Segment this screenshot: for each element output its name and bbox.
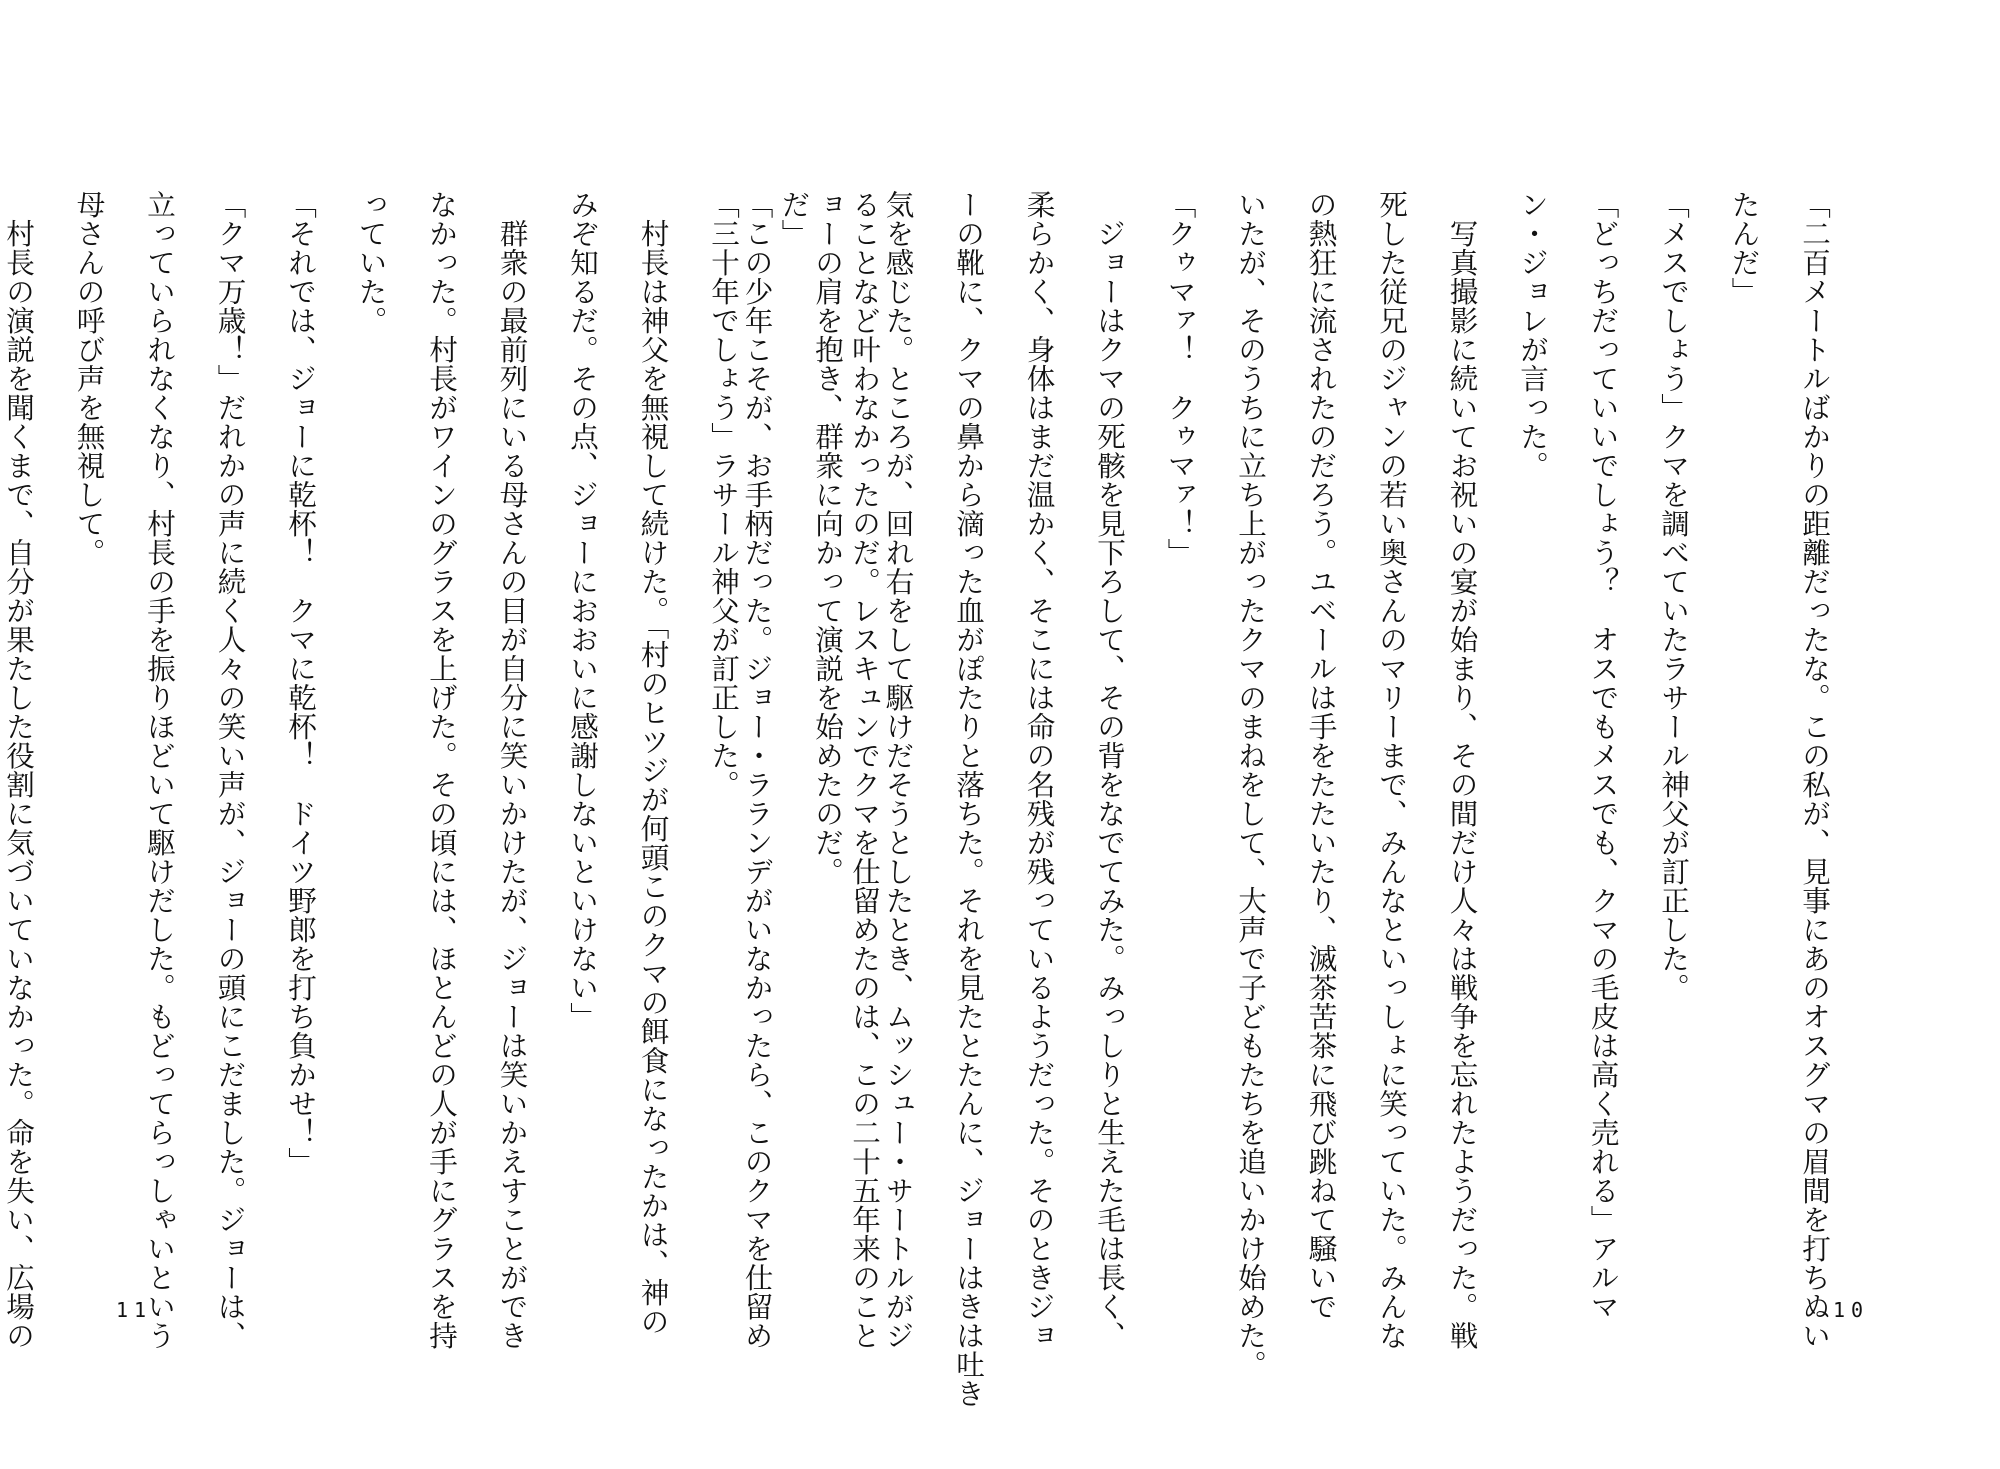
text-column: 「クゥマァ！ クゥマァ！」 <box>1163 190 1198 567</box>
text-column: 群衆の最前列にいる母さんの目が自分に笑いかけたが、ジョーは笑いかえすことができ <box>495 190 530 1350</box>
text-column: だ」 <box>777 190 812 248</box>
text-column: 「それでは、ジョーに乾杯！ クマに乾杯！ ドイツ野郎を打ち負かせ！」 <box>284 190 318 1176</box>
text-column: 村長の演説を聞くまで、自分が果たした役割に気づいていなかった。命を失い、広場の <box>2 190 36 1350</box>
text-column: の熱狂に流されたのだろう。ユベールは手をたたいたり、滅茶苦茶に飛び跳ねて騒いで <box>1304 190 1339 1321</box>
text-column: ることなど叶わなかったのだ。レスキュンでクマを仕留めたのは、この二十五年来のこと <box>848 190 882 1350</box>
text-column: 村長は神父を無視して続けた。「村のヒツジが何頭このクマの餌食になったかは、神の <box>636 190 671 1336</box>
text-column: 「三十年でしょう」ラサール神父が訂正した。 <box>707 190 741 799</box>
text-column: 柔らかく、身体はまだ温かく、そこには命の名残が残っているようだった。そのときジョ <box>1022 190 1057 1350</box>
text-column: みぞ知るだ。その点、ジョーにおおいに感謝しないといけない」 <box>566 190 600 1031</box>
text-column: 「この少年こそが、お手柄だった。ジョー・ラランデがいなかったら、このクマを仕留め <box>740 190 775 1350</box>
text-column: ジョーはクマの死骸を見下ろして、その背をなでてみた。みっしりと生えた毛は長く、 <box>1093 190 1127 1350</box>
text-column: 死した従兄のジャンの若い奥さんのマリーまで、みんなといっしょに笑っていた。みんな <box>1375 190 1409 1350</box>
page-number-right: 10 <box>1833 1298 1870 1322</box>
text-column: ーの靴に、クマの鼻から滴った血がぽたりと落ちた。それを見たとたんに、ジョーはきは吐き <box>952 190 986 1408</box>
text-column: 母さんの呼び声を無視して。 <box>72 190 107 567</box>
text-column: なかった。村長がワインのグラスを上げた。その頃には、ほとんどの人が手にグラスを持 <box>425 190 459 1350</box>
text-column: ョーの肩を抱き、群衆に向かって演説を始めたのだ。 <box>811 190 845 886</box>
page-number-left: 11 <box>116 1298 153 1322</box>
text-column: 「クマ万歳！」だれかの声に続く人々の笑い声が、ジョーの頭にこだました。ジョーは、 <box>213 190 248 1350</box>
text-column: 写真撮影に続いてお祝いの宴が始まり、その間だけ人々は戦争を忘れたようだった。戦 <box>1445 190 1480 1350</box>
text-column: 「どっちだっていいでしょう？ オスでもメスでも、クマの毛皮は高く売れる」アルマ <box>1586 190 1621 1321</box>
text-column: 立っていられなくなり、村長の手を振りほどいて駆けだした。もどってらっしゃいという <box>143 190 177 1350</box>
text-column: ン・ジョレが言った。 <box>1516 190 1550 480</box>
text-column: 「メスでしょう」クマを調べていたラサール神父が訂正した。 <box>1657 190 1691 1002</box>
text-column: たんだ」 <box>1727 190 1762 306</box>
text-column: 気を感じた。ところが、回れ右をして駆けだそうとしたとき、ムッシュー・サートルがジ <box>881 190 916 1350</box>
left-page <box>2 190 900 1350</box>
text-column: いたが、そのうちに立ち上がったクマのまねをして、大声で子どもたちを追いかけ始めた。 <box>1234 190 1268 1379</box>
text-column: っていた。 <box>354 190 389 335</box>
text-column: 「二百メートルばかりの距離だったな。この私が、見事にあのオスグマの眉間を打ちぬい <box>1798 190 1832 1350</box>
